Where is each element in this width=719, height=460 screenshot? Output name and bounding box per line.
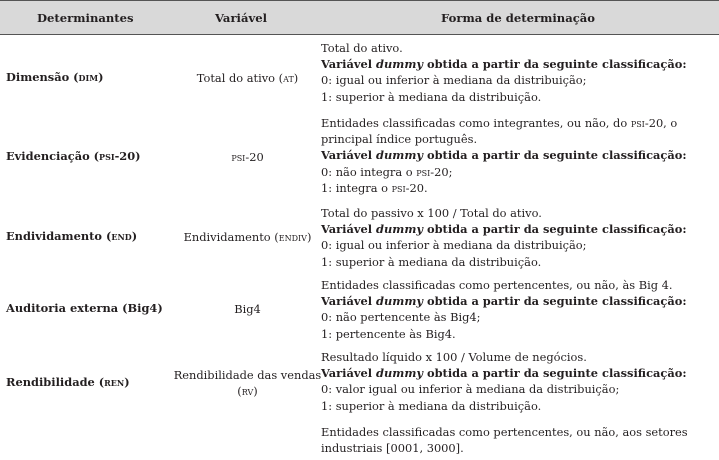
variavel-cell: Big4 <box>234 302 261 316</box>
variavel-cell: Endividamento (endiv) <box>183 230 312 244</box>
determinante-cell: Auditoria externa (Big4) <box>6 301 163 315</box>
variavel-cell: psi-20 <box>231 150 264 164</box>
determinante-cell: Endividamento (end) <box>6 229 138 243</box>
header-forma: Forma de determinação <box>441 11 596 25</box>
header-determinantes: Determinantes <box>37 11 134 25</box>
forma-cell: Entidades classificadas como pertencentes, ou não, aos setores industriais [0001, 3000]. <box>321 425 688 456</box>
forma-cell: Total do ativo. Variável dummy obtida a partir da seguinte classificação: 0: igual ou inferior à mediana da distribuição; 1: superior à mediana da distribuição. <box>321 41 687 104</box>
variavel-cell: Rendibilidade das vendas (rv) <box>173 368 322 398</box>
forma-cell: Total do passivo x 100 / Total do ativo. Variável dummy obtida a partir da seguinte classificação: 0: igual ou inferior à mediana da distribuição; 1: superior à mediana da distribuição. <box>321 206 687 269</box>
forma-cell: Resultado líquido x 100 / Volume de negócios. Variável dummy obtida a partir da seguinte classificação: 0: valor igual ou inferior à mediana da distribuição; 1: superior à mediana da distribuição. <box>321 350 687 413</box>
determinante-cell: Dimensão (dim) <box>6 70 104 84</box>
forma-cell: Entidades classificadas como integrantes, ou não, do psi-20, o principal índice português. Variável dummy obtida a partir da seguinte classificação: 0: não integra o psi-20; 1: integra o psi-20. <box>321 116 687 195</box>
determinante-cell: Evidenciação (psi-20) <box>6 149 141 163</box>
variavel-cell: Total do ativo (at) <box>196 71 299 85</box>
forma-cell: Entidades classificadas como pertencentes, ou não, às Big 4. Variável dummy obtida a partir da seguinte classificação: 0: não pertencente às Big4; 1: pertencente às Big4. <box>321 278 687 341</box>
determinante-cell: Rendibilidade (ren) <box>6 375 130 389</box>
header-variavel: Variável <box>215 11 267 25</box>
table-header <box>0 0 719 35</box>
